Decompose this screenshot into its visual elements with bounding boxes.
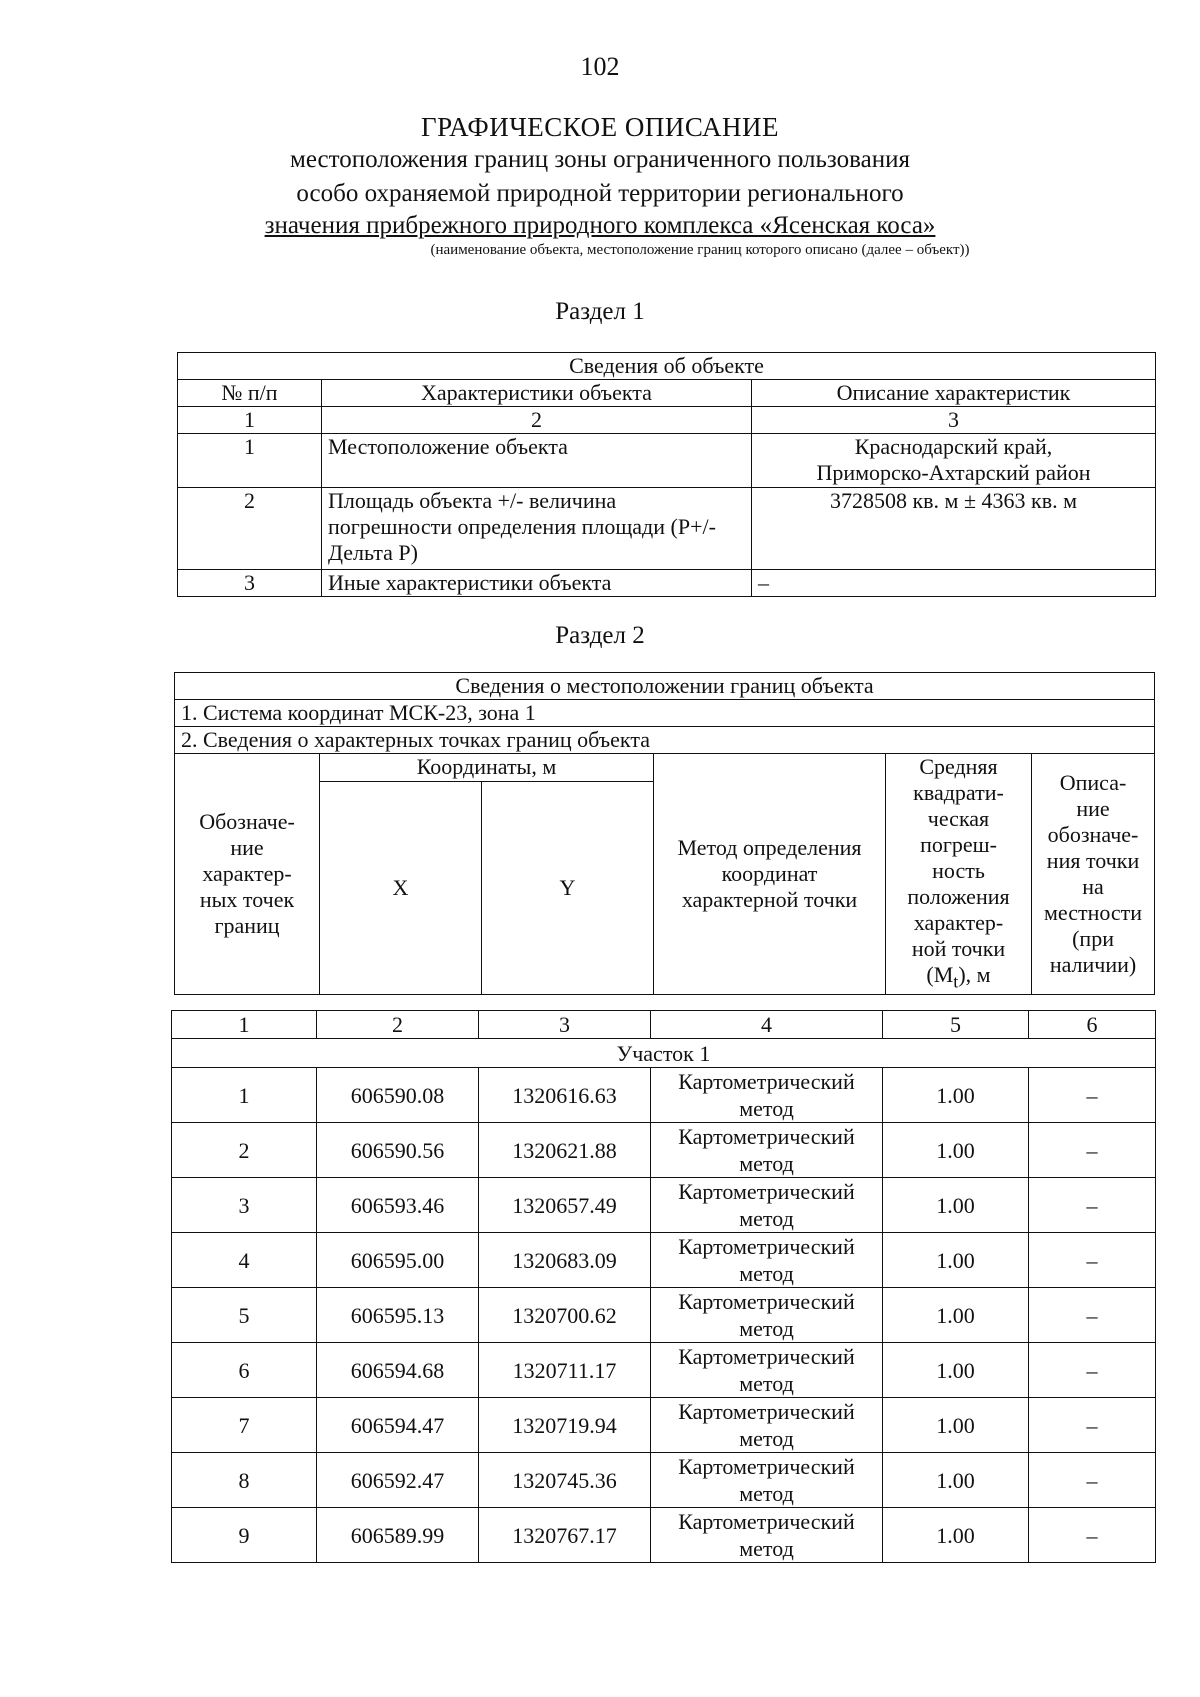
row-description: – <box>752 570 1156 597</box>
point-x: 606594.68 <box>317 1343 479 1398</box>
header-description: Описание характеристик <box>752 380 1156 407</box>
row-num: 2 <box>178 488 322 570</box>
point-error: 1.00 <box>883 1123 1029 1178</box>
subtitle-line-2: особо охраняемой природной территории регионального <box>296 180 904 207</box>
point-y: 1320621.88 <box>479 1123 651 1178</box>
header-error-sym: (M <box>926 962 954 987</box>
point-description: – <box>1029 1288 1156 1343</box>
point-error: 1.00 <box>883 1398 1029 1453</box>
point-error: 1.00 <box>883 1288 1029 1343</box>
table-row <box>172 1178 1156 1233</box>
point-method: Картометрический метод <box>651 1453 883 1508</box>
parcel-title: Участок 1 <box>172 1039 1156 1068</box>
point-x: 606595.00 <box>317 1233 479 1288</box>
table-row <box>172 1233 1156 1288</box>
point-id: 3 <box>172 1178 317 1233</box>
header-characteristic: Характеристики объекта <box>322 380 752 407</box>
coord-system: 1. Система координат МСК-23, зона 1 <box>175 700 1155 727</box>
point-error: 1.00 <box>883 1453 1029 1508</box>
header-error-sub: t <box>953 971 959 992</box>
col-number: 3 <box>479 1011 651 1039</box>
table-row <box>172 1508 1156 1563</box>
point-error: 1.00 <box>883 1178 1029 1233</box>
point-method: Картометрический метод <box>651 1068 883 1123</box>
header-error <box>886 754 1032 995</box>
subtitle-line-3: значения прибрежного природного комплекса «Ясенская коса» <box>264 212 936 239</box>
point-id: 7 <box>172 1398 317 1453</box>
point-description: – <box>1029 1068 1156 1123</box>
row-num: 1 <box>178 434 322 488</box>
point-error: 1.00 <box>883 1233 1029 1288</box>
object-info-table <box>177 352 1156 597</box>
boundary-header-table <box>174 672 1155 995</box>
point-description: – <box>1029 1508 1156 1563</box>
header-num: № п/п <box>178 380 322 407</box>
point-id: 5 <box>172 1288 317 1343</box>
header-coords: Координаты, м <box>320 754 654 782</box>
point-y: 1320767.17 <box>479 1508 651 1563</box>
point-id: 6 <box>172 1343 317 1398</box>
point-method: Картометрический метод <box>651 1123 883 1178</box>
point-x: 606589.99 <box>317 1508 479 1563</box>
subtitle-line-1: местоположения границ зоны ограниченного пользования <box>290 146 910 173</box>
point-y: 1320711.17 <box>479 1343 651 1398</box>
header-error-unit: ), м <box>958 962 991 987</box>
points-title: 2. Сведения о характерных точках границ объекта <box>175 727 1155 754</box>
col-number: 4 <box>651 1011 883 1039</box>
point-error: 1.00 <box>883 1508 1029 1563</box>
table-row <box>172 1288 1156 1343</box>
row-characteristic: Иные характеристики объекта <box>322 570 752 597</box>
point-y: 1320719.94 <box>479 1398 651 1453</box>
point-description: – <box>1029 1178 1156 1233</box>
header-x: X <box>320 781 482 995</box>
point-y: 1320683.09 <box>479 1233 651 1288</box>
page-number: 102 <box>580 52 620 81</box>
col-number: 1 <box>172 1011 317 1039</box>
point-method: Картометрический метод <box>651 1178 883 1233</box>
point-method: Картометрический метод <box>651 1288 883 1343</box>
section-2-heading: Раздел 2 <box>555 622 645 649</box>
row-num: 3 <box>178 570 322 597</box>
table-row <box>172 1343 1156 1398</box>
table-row <box>172 1453 1156 1508</box>
object-note: (наименование объекта, местоположение границ которого описано (далее – объект)) <box>430 242 970 258</box>
point-method: Картометрический метод <box>651 1398 883 1453</box>
point-description: – <box>1029 1123 1156 1178</box>
row-description: Краснодарский край, Приморско-Ахтарский район <box>752 434 1156 488</box>
point-id: 4 <box>172 1233 317 1288</box>
point-x: 606590.08 <box>317 1068 479 1123</box>
header-point: Обозначе- ние характер- ных точек границ <box>175 754 320 995</box>
point-x: 606592.47 <box>317 1453 479 1508</box>
point-y: 1320700.62 <box>479 1288 651 1343</box>
point-y: 1320616.63 <box>479 1068 651 1123</box>
point-description: – <box>1029 1398 1156 1453</box>
point-description: – <box>1029 1453 1156 1508</box>
point-id: 2 <box>172 1123 317 1178</box>
point-error: 1.00 <box>883 1068 1029 1123</box>
point-method: Картометрический метод <box>651 1508 883 1563</box>
point-x: 606590.56 <box>317 1123 479 1178</box>
object-info-title: Сведения об объекте <box>178 353 1156 380</box>
col-number: 1 <box>178 407 322 434</box>
col-number: 2 <box>317 1011 479 1039</box>
point-error: 1.00 <box>883 1343 1029 1398</box>
point-id: 1 <box>172 1068 317 1123</box>
row-description: 3728508 кв. м ± 4363 кв. м <box>752 488 1156 570</box>
table-row <box>172 1398 1156 1453</box>
col-number: 5 <box>883 1011 1029 1039</box>
col-number: 2 <box>322 407 752 434</box>
col-number: 3 <box>752 407 1156 434</box>
table-row <box>172 1123 1156 1178</box>
point-description: – <box>1029 1343 1156 1398</box>
points-table <box>171 1010 1156 1563</box>
point-y: 1320657.49 <box>479 1178 651 1233</box>
point-description: – <box>1029 1233 1156 1288</box>
point-x: 606594.47 <box>317 1398 479 1453</box>
boundary-title: Сведения о местоположении границ объекта <box>175 673 1155 700</box>
section-1-heading: Раздел 1 <box>555 298 645 325</box>
row-characteristic: Площадь объекта +/- величина погрешности определения площади (Р+/- Дельта Р) <box>322 488 752 570</box>
point-id: 9 <box>172 1508 317 1563</box>
header-method: Метод определения координат характерной точки <box>654 754 886 995</box>
point-y: 1320745.36 <box>479 1453 651 1508</box>
document-title: ГРАФИЧЕСКОЕ ОПИСАНИЕ <box>420 112 780 142</box>
header-error-main: Средняя квадрати- ческая погреш- ность положения характер- ной точки <box>907 754 1010 961</box>
header-point-description: Описа- ние обозначе- ния точки на местности (при наличии) <box>1032 754 1155 995</box>
col-number: 6 <box>1029 1011 1156 1039</box>
row-characteristic: Местоположение объекта <box>322 434 752 488</box>
point-method: Картометрический метод <box>651 1233 883 1288</box>
point-x: 606595.13 <box>317 1288 479 1343</box>
header-y: Y <box>482 781 654 995</box>
point-method: Картометрический метод <box>651 1343 883 1398</box>
table-row <box>172 1068 1156 1123</box>
point-id: 8 <box>172 1453 317 1508</box>
point-x: 606593.46 <box>317 1178 479 1233</box>
